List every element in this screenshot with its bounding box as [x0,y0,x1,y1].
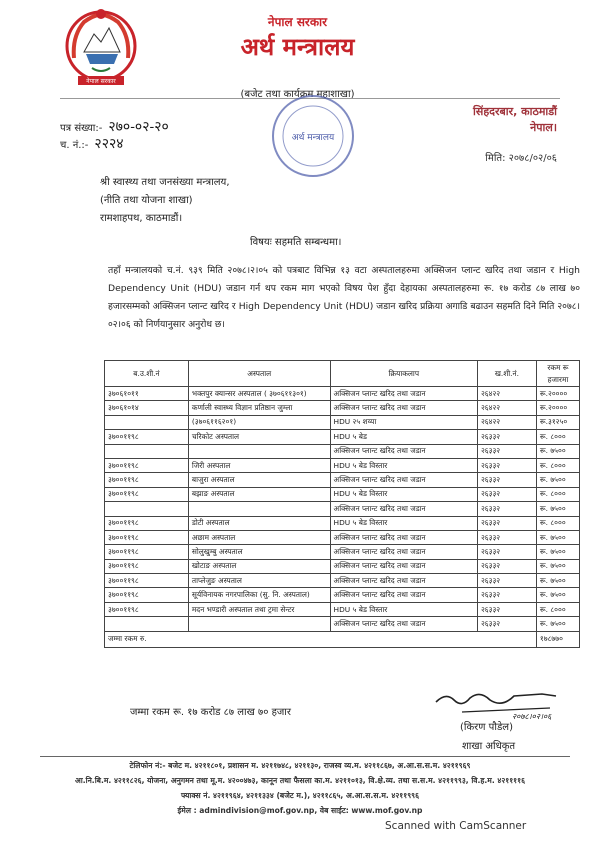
col-header-hospital: अस्पताल [188,361,330,387]
cell-budget-code: ३७००११९८ [105,430,189,444]
cell-hospital: चरिकोट अस्पताल [188,430,330,444]
cell-activity: HDU २५ शय्या [330,415,477,429]
footer-divider [40,756,570,757]
table-row [105,602,580,616]
cell-activity: HDU ५ बेड विस्तार [330,516,477,530]
table-row [105,387,580,401]
office-address-line2: नेपाल। [530,121,557,134]
svg-text:नेपाल सरकार: नेपाल सरकार [86,78,116,85]
table-row [105,487,580,501]
cell-budget-code: ३७००११९८ [105,545,189,559]
cell-hospital: सोलुखुम्बु अस्पताल [188,545,330,559]
cell-expense-code: २६३३२ [477,430,536,444]
signer-name: (किरण पौडेल) [460,722,513,733]
cell-activity: अक्सिजन प्लान्ट खरिद तथा जडान [330,545,477,559]
cell-budget-code: ३७००११९८ [105,458,189,472]
cell-hospital: डोटी अस्पताल [188,516,330,530]
dispatch-number [60,134,124,153]
cell-budget-code: ३७००११९८ [105,574,189,588]
cell-amount: रू. ७५०० [536,473,579,487]
cell-expense-code: २६३३२ [477,545,536,559]
cell-hospital: मदन भण्डारी अस्पताल तथा ट्रमा सेन्टर [188,602,330,616]
cell-amount: रू. ८००० [536,516,579,530]
cell-expense-code: २६३३२ [477,516,536,530]
cell-amount: रू.२०००० [536,401,579,415]
cell-amount: रू. ७५०० [536,444,579,458]
total-in-words: जम्मा रकम रू. १७ करोड ८७ लाख ७० हजार [130,707,291,718]
cell-expense-code: २६३३२ [477,530,536,544]
cell-amount: रू. ७५०० [536,502,579,516]
cell-activity: अक्सिजन प्लान्ट खरिद तथा जडान [330,574,477,588]
cell-budget-code: ३७००११९८ [105,487,189,501]
col-header-amount: रकम रू हजारमा [536,361,579,387]
cell-hospital: बाजुरा अस्पताल [188,473,330,487]
table-row [105,559,580,573]
division-name: (बजेट तथा कार्यक्रम महाशाखा) [240,89,355,100]
cell-amount: रू. ७५०० [536,588,579,602]
cell-activity: अक्सिजन प्लान्ट खरिद तथा जडान [330,444,477,458]
cell-activity: अक्सिजन प्लान्ट खरिद तथा जडान [330,559,477,573]
table-row [105,617,580,631]
office-address-line1: सिंहदरबार, काठमाडौं [473,105,557,118]
cell-amount: रू. ८००० [536,430,579,444]
cell-amount: रू.३१२५० [536,415,579,429]
cell-expense-code: २६३३२ [477,588,536,602]
footer-phone-2: आ.नि.बि.म. ४२११८२६, योजना, अनुगमन तथा मू.म. ४२००४७३, कानून तथा फैसला का.म. ४२११०१३, वि.क्षे.व्य. तथा स.स.म. ४२११९९३, वि.ह.म. ४२११११६ [74,776,526,785]
table-row [105,415,580,429]
cell-activity: HDU ५ बेड विस्तार [330,458,477,472]
cell-amount: रू. ७५०० [536,574,579,588]
cell-amount: रू.२०००० [536,387,579,401]
table-row [105,502,580,516]
government-name: नेपाल सरकार [267,15,328,29]
svg-text:अर्थ मन्त्रालय: अर्थ मन्त्रालय [291,133,335,143]
col-header-expense-code: ख.शी.नं. [477,361,536,387]
cell-activity: HDU ५ बेड विस्तार [330,487,477,501]
cell-budget-code: ३७०६१०११ [105,387,189,401]
cell-hospital: भक्तपुर क्यान्सर अस्पताल ( ३७०६११३०१) [188,387,330,401]
cell-amount: रू. ७५०० [536,530,579,544]
cell-activity: अक्सिजन प्लान्ट खरिद तथा जडान [330,502,477,516]
letter-number-label: पत्र संख्या:- [60,123,103,134]
cell-expense-code: २६३३२ [477,444,536,458]
cell-expense-code: २६३३२ [477,602,536,616]
cell-activity: अक्सिजन प्लान्ट खरिद तथा जडान [330,617,477,631]
table-row [105,401,580,415]
cell-hospital [188,502,330,516]
cell-hospital: कर्णाली स्वास्थ्य विज्ञान प्रतिष्ठान जुम्ला [188,401,330,415]
col-header-activity: क्रियाकलाप [330,361,477,387]
cell-amount: रू. ७५०० [536,617,579,631]
cell-expense-code: २६३३२ [477,574,536,588]
scanner-watermark: Scanned with CamScanner [385,820,527,832]
letter-date: मिति: २०७८/०२/०६ [485,153,557,164]
letter-number-value: २७०-०२-२० [108,119,169,135]
office-address [473,104,557,136]
subject-line: विषयः सहमति सम्बन्धमा। [250,237,342,248]
cell-amount: रू. ८००० [536,458,579,472]
cell-amount: रू. ८००० [536,602,579,616]
cell-expense-code: २६३३२ [477,473,536,487]
col-header-budget-code: ब.उ.शी.नं [105,361,189,387]
table-row [105,444,580,458]
cell-expense-code: २६४२२ [477,387,536,401]
cell-budget-code: ३७००११९८ [105,473,189,487]
cell-hospital: सूर्यविनायक नगरपालिका (सु. नि. अस्पताल) [188,588,330,602]
table-row [105,574,580,588]
table-row [105,516,580,530]
signer-title: शाखा अधिकृत [462,741,516,752]
table-header-row [105,361,580,387]
cell-budget-code: ३७००११९८ [105,530,189,544]
cell-budget-code: ३७००११९८ [105,559,189,573]
cell-expense-code: २६३३२ [477,458,536,472]
table-total-row [105,631,580,647]
body-paragraph: तहाँ मन्त्रालयको च.नं. ९३९ मिति २०७८।२।०५ को पत्रबाट विभिन्न १३ वटा अस्पतालहरुमा अक्सिजन प्लान्ट खरिद तथा जडान र High Dependency Unit (HDU) जडान गर्न थप रकम माग भएको विषय पेश हुँदा देहायका अस्पतालहरुमा रू. १७ करोड ८७ लाख ७० हजारसम्मको अक्सिजन प्लान्ट खरिद र High Dependency Unit (HDU) जडान खरिद प्रक्रिया अगाडि बढाउन सहमति दिने मिति २०७८।०२।०६ को निर्णयानुसार अनुरोध छ। [108,265,580,330]
table-row [105,473,580,487]
cell-activity: HDU ५ बेड [330,430,477,444]
cell-expense-code: २६४२२ [477,415,536,429]
cell-expense-code: २६३३२ [477,559,536,573]
cell-hospital: खोटाङ अस्पताल [188,559,330,573]
cell-amount: रू. ७५०० [536,545,579,559]
total-value: १७८७७० [536,631,579,647]
handwritten-signature [432,690,562,720]
cell-activity: अक्सिजन प्लान्ट खरिद तथा जडान [330,588,477,602]
recipient-line1: श्री स्वास्थ्य तथा जनसंख्या मन्त्रालय, [100,177,230,188]
cell-budget-code: ३७००११९८ [105,588,189,602]
dispatch-number-value: २२२४ [94,136,124,152]
table-row [105,430,580,444]
cell-activity: HDU ५ बेड विस्तार [330,602,477,616]
footer-fax: फ्याक्स नं. ४२११९६४, ४२११३३४ (बजेट म.), ४२११८६५, अ.आ.स.स.म. ४२११९९६ [180,791,420,800]
allocation-table [104,360,580,648]
cell-activity: अक्सिजन प्लान्ट खरिद तथा जडान [330,401,477,415]
cell-hospital: (३७०६११६२०१) [188,415,330,429]
table-row [105,458,580,472]
cell-hospital: अछाम अस्पताल [188,530,330,544]
table-row [105,588,580,602]
recipient-address [100,174,230,228]
footer-phone: टेलिफोन नं:- बजेट म. ४२११८०१, प्रशासन म. ४२११७४८, ४२११३०, राजस्व व्य.म. ४२११८६७, अ.आ.स.स.म. ४२११९६९ [129,761,471,770]
ministry-name: अर्थ मन्त्रालय [240,32,355,61]
cell-hospital [188,617,330,631]
total-label: जम्मा रकम रु. [105,631,537,647]
recipient-line3: रामशाहपथ, काठमाडौं। [100,213,183,224]
cell-expense-code: २६३३२ [477,617,536,631]
cell-hospital [188,444,330,458]
cell-hospital: जिरी अस्पताल [188,458,330,472]
cell-budget-code: ३७०६१०१४ [105,401,189,415]
recipient-line2: (नीति तथा योजना शाखा) [100,195,193,206]
svg-text:२०७८।०२।०६: २०७८।०२।०६ [512,712,552,720]
cell-budget-code [105,444,189,458]
cell-activity: अक्सिजन प्लान्ट खरिद तथा जडान [330,387,477,401]
cell-expense-code: २६४२२ [477,401,536,415]
cell-activity: अक्सिजन प्लान्ट खरिद तथा जडान [330,473,477,487]
cell-amount: रू. ७५०० [536,559,579,573]
cell-activity: अक्सिजन प्लान्ट खरिद तथा जडान [330,530,477,544]
cell-budget-code [105,415,189,429]
cell-budget-code [105,617,189,631]
dispatch-number-label: च. नं.:- [60,140,89,151]
cell-hospital: ताप्लेजुङ अस्पताल [188,574,330,588]
cell-amount: रू. ८००० [536,487,579,501]
table-row [105,530,580,544]
office-stamp [265,88,361,184]
footer-contact: ईमेल : admindivision@mof.gov.np, वेब साईट: www.mof.gov.np [177,806,423,815]
cell-budget-code [105,502,189,516]
cell-hospital: बझाङ अस्पताल [188,487,330,501]
table-row [105,545,580,559]
cell-budget-code: ३७००११९८ [105,516,189,530]
cell-expense-code: २६३३२ [477,502,536,516]
cell-budget-code: ३७००११९८ [105,602,189,616]
cell-expense-code: २६३३२ [477,487,536,501]
